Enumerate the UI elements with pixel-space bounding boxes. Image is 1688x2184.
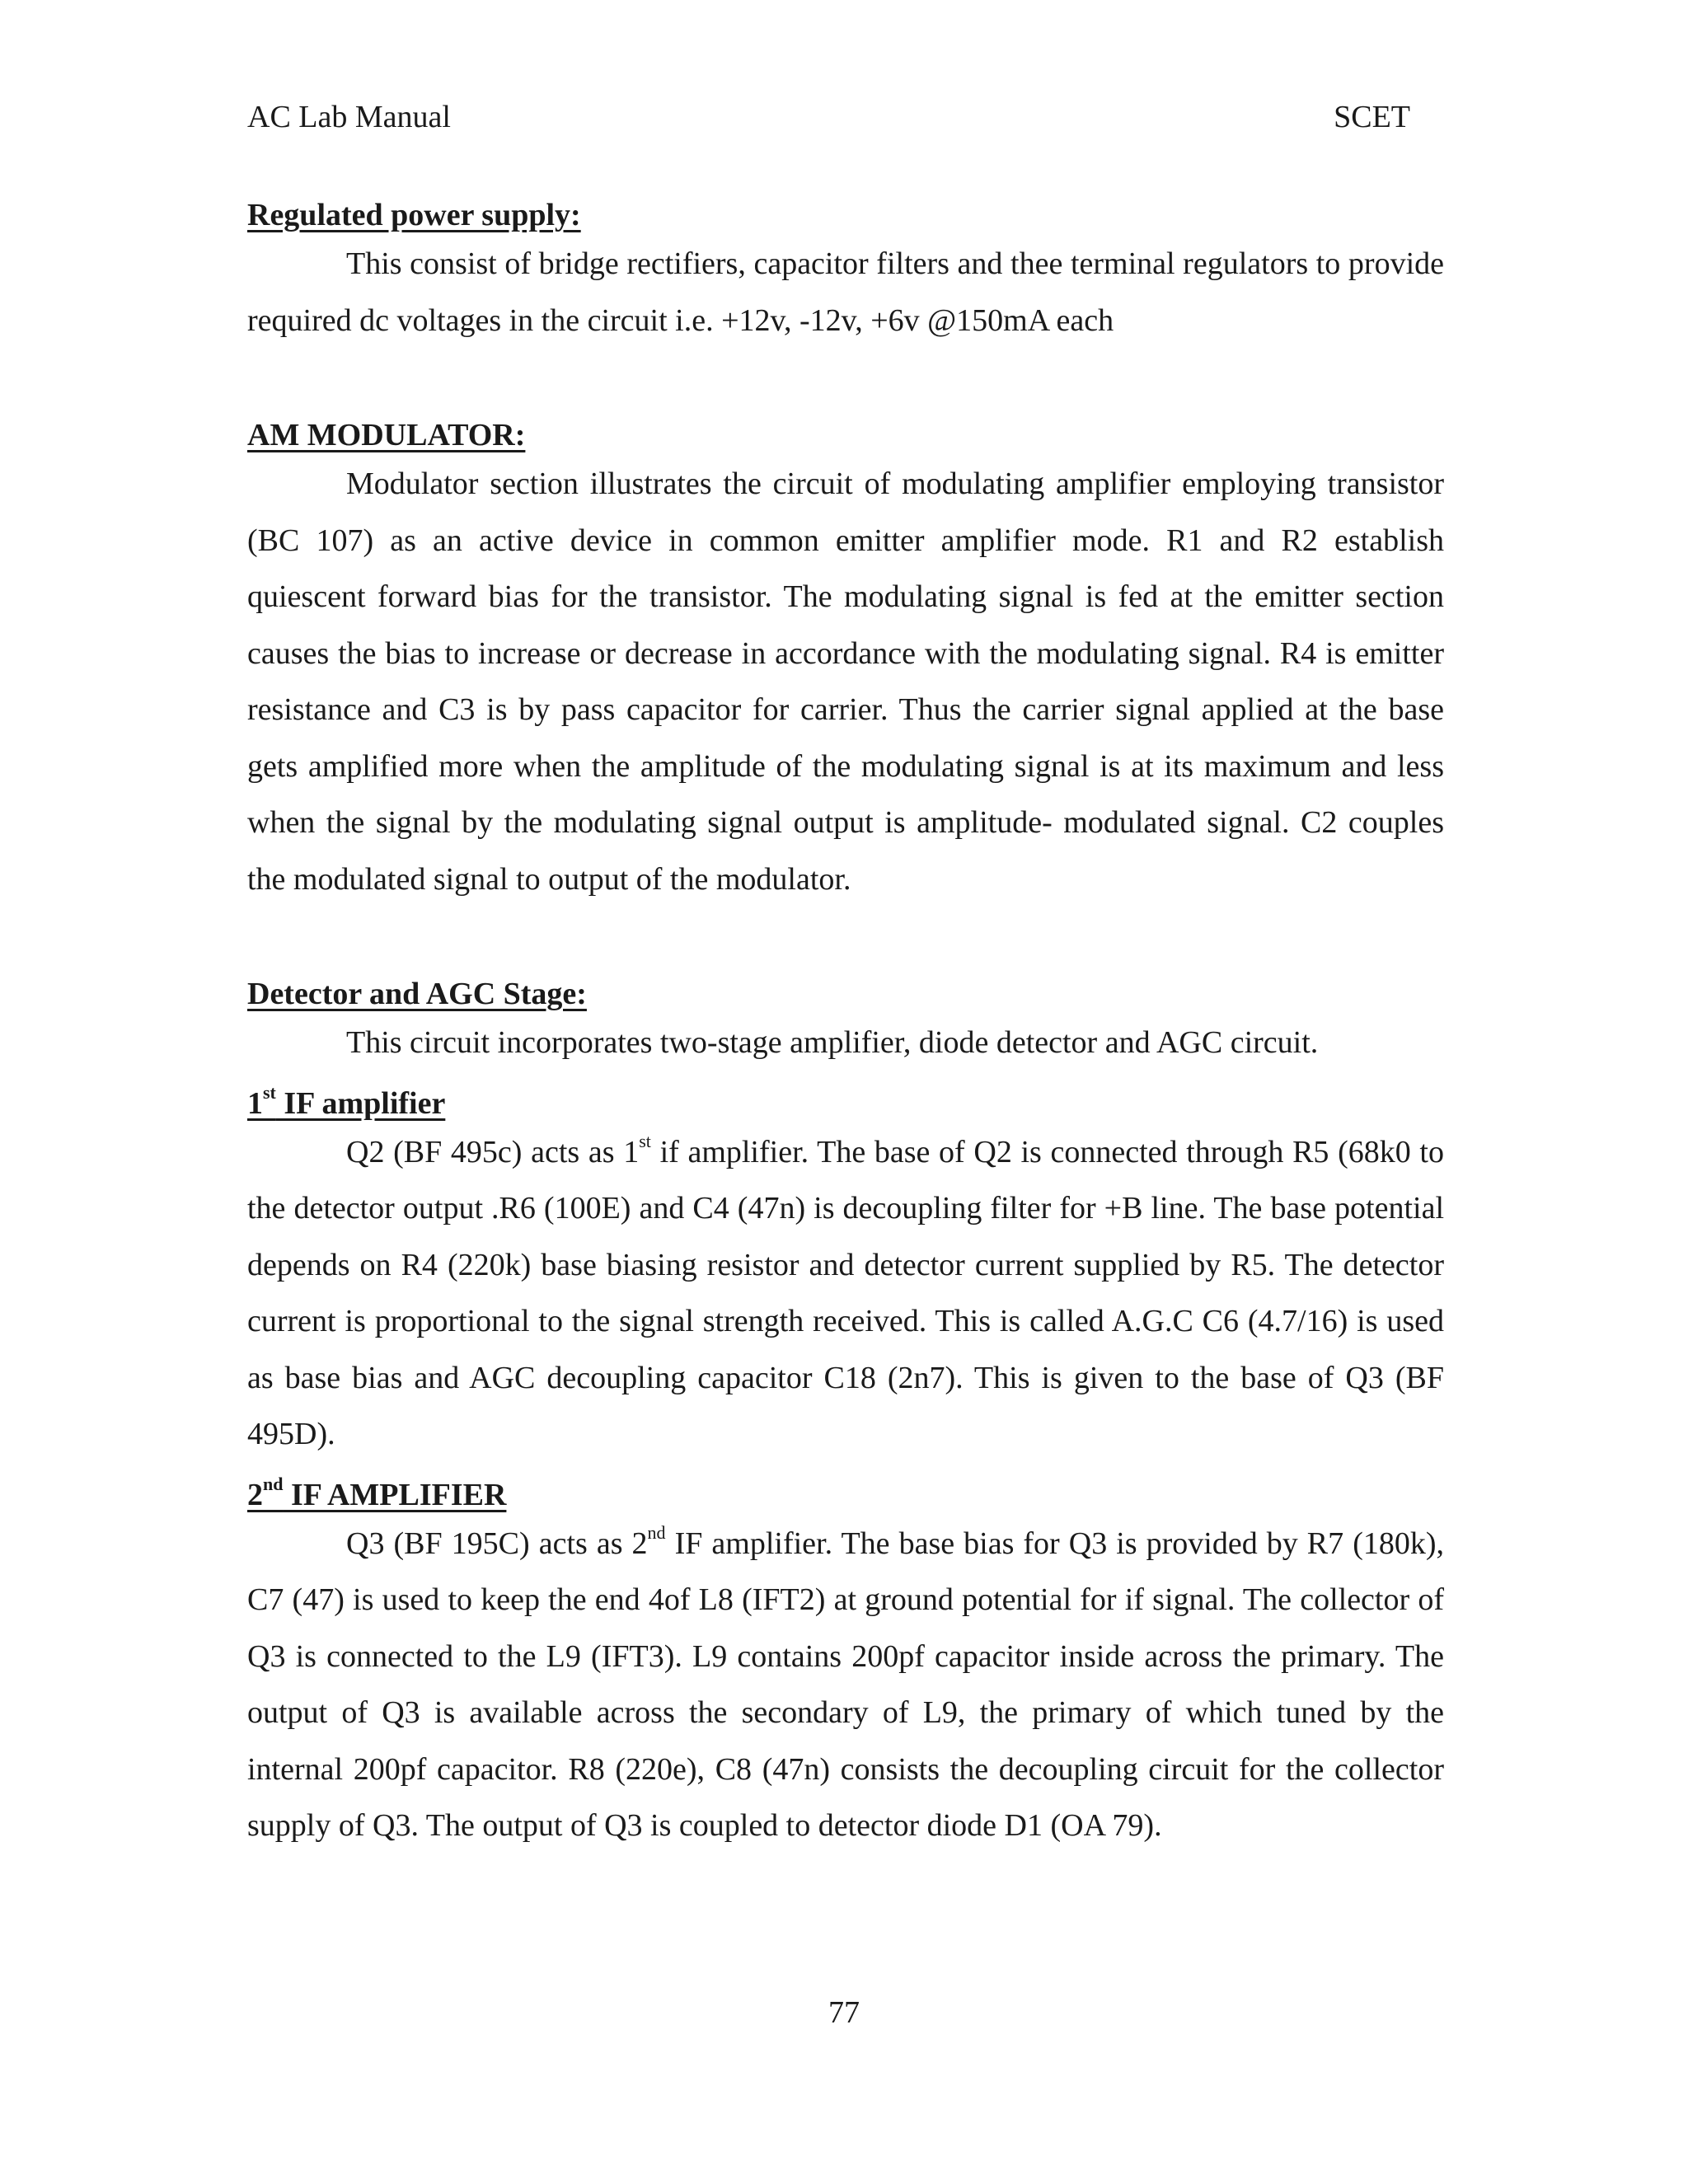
heading-text: IF AMPLIFIER — [283, 1477, 507, 1512]
paragraph-rest: IF amplifier. The base bias for Q3 is provided by R7 (180k), C7 (47) is used to keep the end 4of L8 (IFT2) at ground potential for if signal. The collector of Q3 is connected to the L9 (IFT3). L9 contains 200pf capacitor inside across the primary. The output of Q3 is available across the secondary of L9, the primary of which tuned by the internal 200pf capacitor. R8 (220e), C8 (47n) consists the decoupling circuit for the collector supply of Q3. The output of Q3 is coupled to detector diode D1 (OA 79). — [247, 1526, 1445, 1843]
header-title: AC Lab Manual — [247, 100, 451, 134]
section-power-supply — [247, 194, 1444, 349]
paragraph-lead: Q3 (BF 195C) acts as 2 — [346, 1526, 648, 1561]
section-am-modulator — [247, 415, 1444, 907]
document-body — [247, 194, 1444, 1854]
heading-text: IF amplifier — [275, 1085, 446, 1121]
heading-ordinal-number: 2 — [247, 1477, 263, 1512]
page-header — [247, 97, 1410, 137]
section-heading: AM MODULATOR: — [247, 418, 526, 452]
paragraph-lead: Q2 (BF 495c) acts as 1 — [346, 1134, 640, 1169]
section-paragraph — [247, 1124, 1444, 1463]
section-heading: Regulated power supply: — [247, 198, 581, 232]
section-second-if-amplifier — [247, 1474, 1444, 1854]
page-number: 77 — [828, 1995, 860, 2030]
paragraph-ordinal-suffix: nd — [647, 1521, 666, 1543]
section-paragraph: Modulator section illustrates the circuit of modulating amplifier employing transistor (BC 107) as an active device in common emitter amplifier mode. R1 and R2 establish quiescent forward bias for the transistor. The modulating signal is fed at the emitter section causes the bias to increase or decrease in accordance with the modulating signal. R4 is emitter resistance and C3 is by pass capacitor for carrier. Thus the carrier signal applied at the base gets amplified more when the amplitude of the modulating signal is at its maximum and less when the signal by the modulating signal output is amplitude- modulated signal. C2 couples the modulated signal to output of the modulator. — [247, 466, 1444, 897]
section-paragraph: This circuit incorporates two-stage amplifier, diode detector and AGC circuit. — [346, 1025, 1319, 1060]
section-heading: Detector and AGC Stage: — [247, 977, 587, 1011]
section-first-if-amplifier — [247, 1083, 1444, 1463]
heading-ordinal-suffix: nd — [263, 1473, 284, 1494]
heading-ordinal-number: 1 — [247, 1085, 263, 1121]
paragraph-ordinal-suffix: st — [639, 1130, 651, 1151]
section-heading — [247, 1474, 1444, 1516]
header-institution: SCET — [1334, 100, 1410, 134]
section-paragraph: This consist of bridge rectifiers, capacitor filters and thee terminal regulators to provide required dc voltages in the circuit i.e. +12v, -12v, +6v @150mA each — [247, 246, 1444, 338]
section-heading — [247, 1083, 1444, 1124]
paragraph-rest: if amplifier. The base of Q2 is connected through R5 (68k0 to the detector output .R6 (100E) and C4 (47n) is decoupling filter for +B line. The base potential depends on R4 (220k) base biasing resistor and detector current supplied by R5. The detector current is proportional to the signal strength received. This is called A.G.C C6 (4.7/16) is used as base bias and AGC decoupling capacitor C18 (2n7). This is given to the base of Q3 (BF 495D). — [247, 1134, 1444, 1451]
heading-ordinal-suffix: st — [263, 1081, 276, 1103]
section-paragraph — [247, 1516, 1444, 1854]
section-detector-agc — [247, 973, 1444, 1071]
